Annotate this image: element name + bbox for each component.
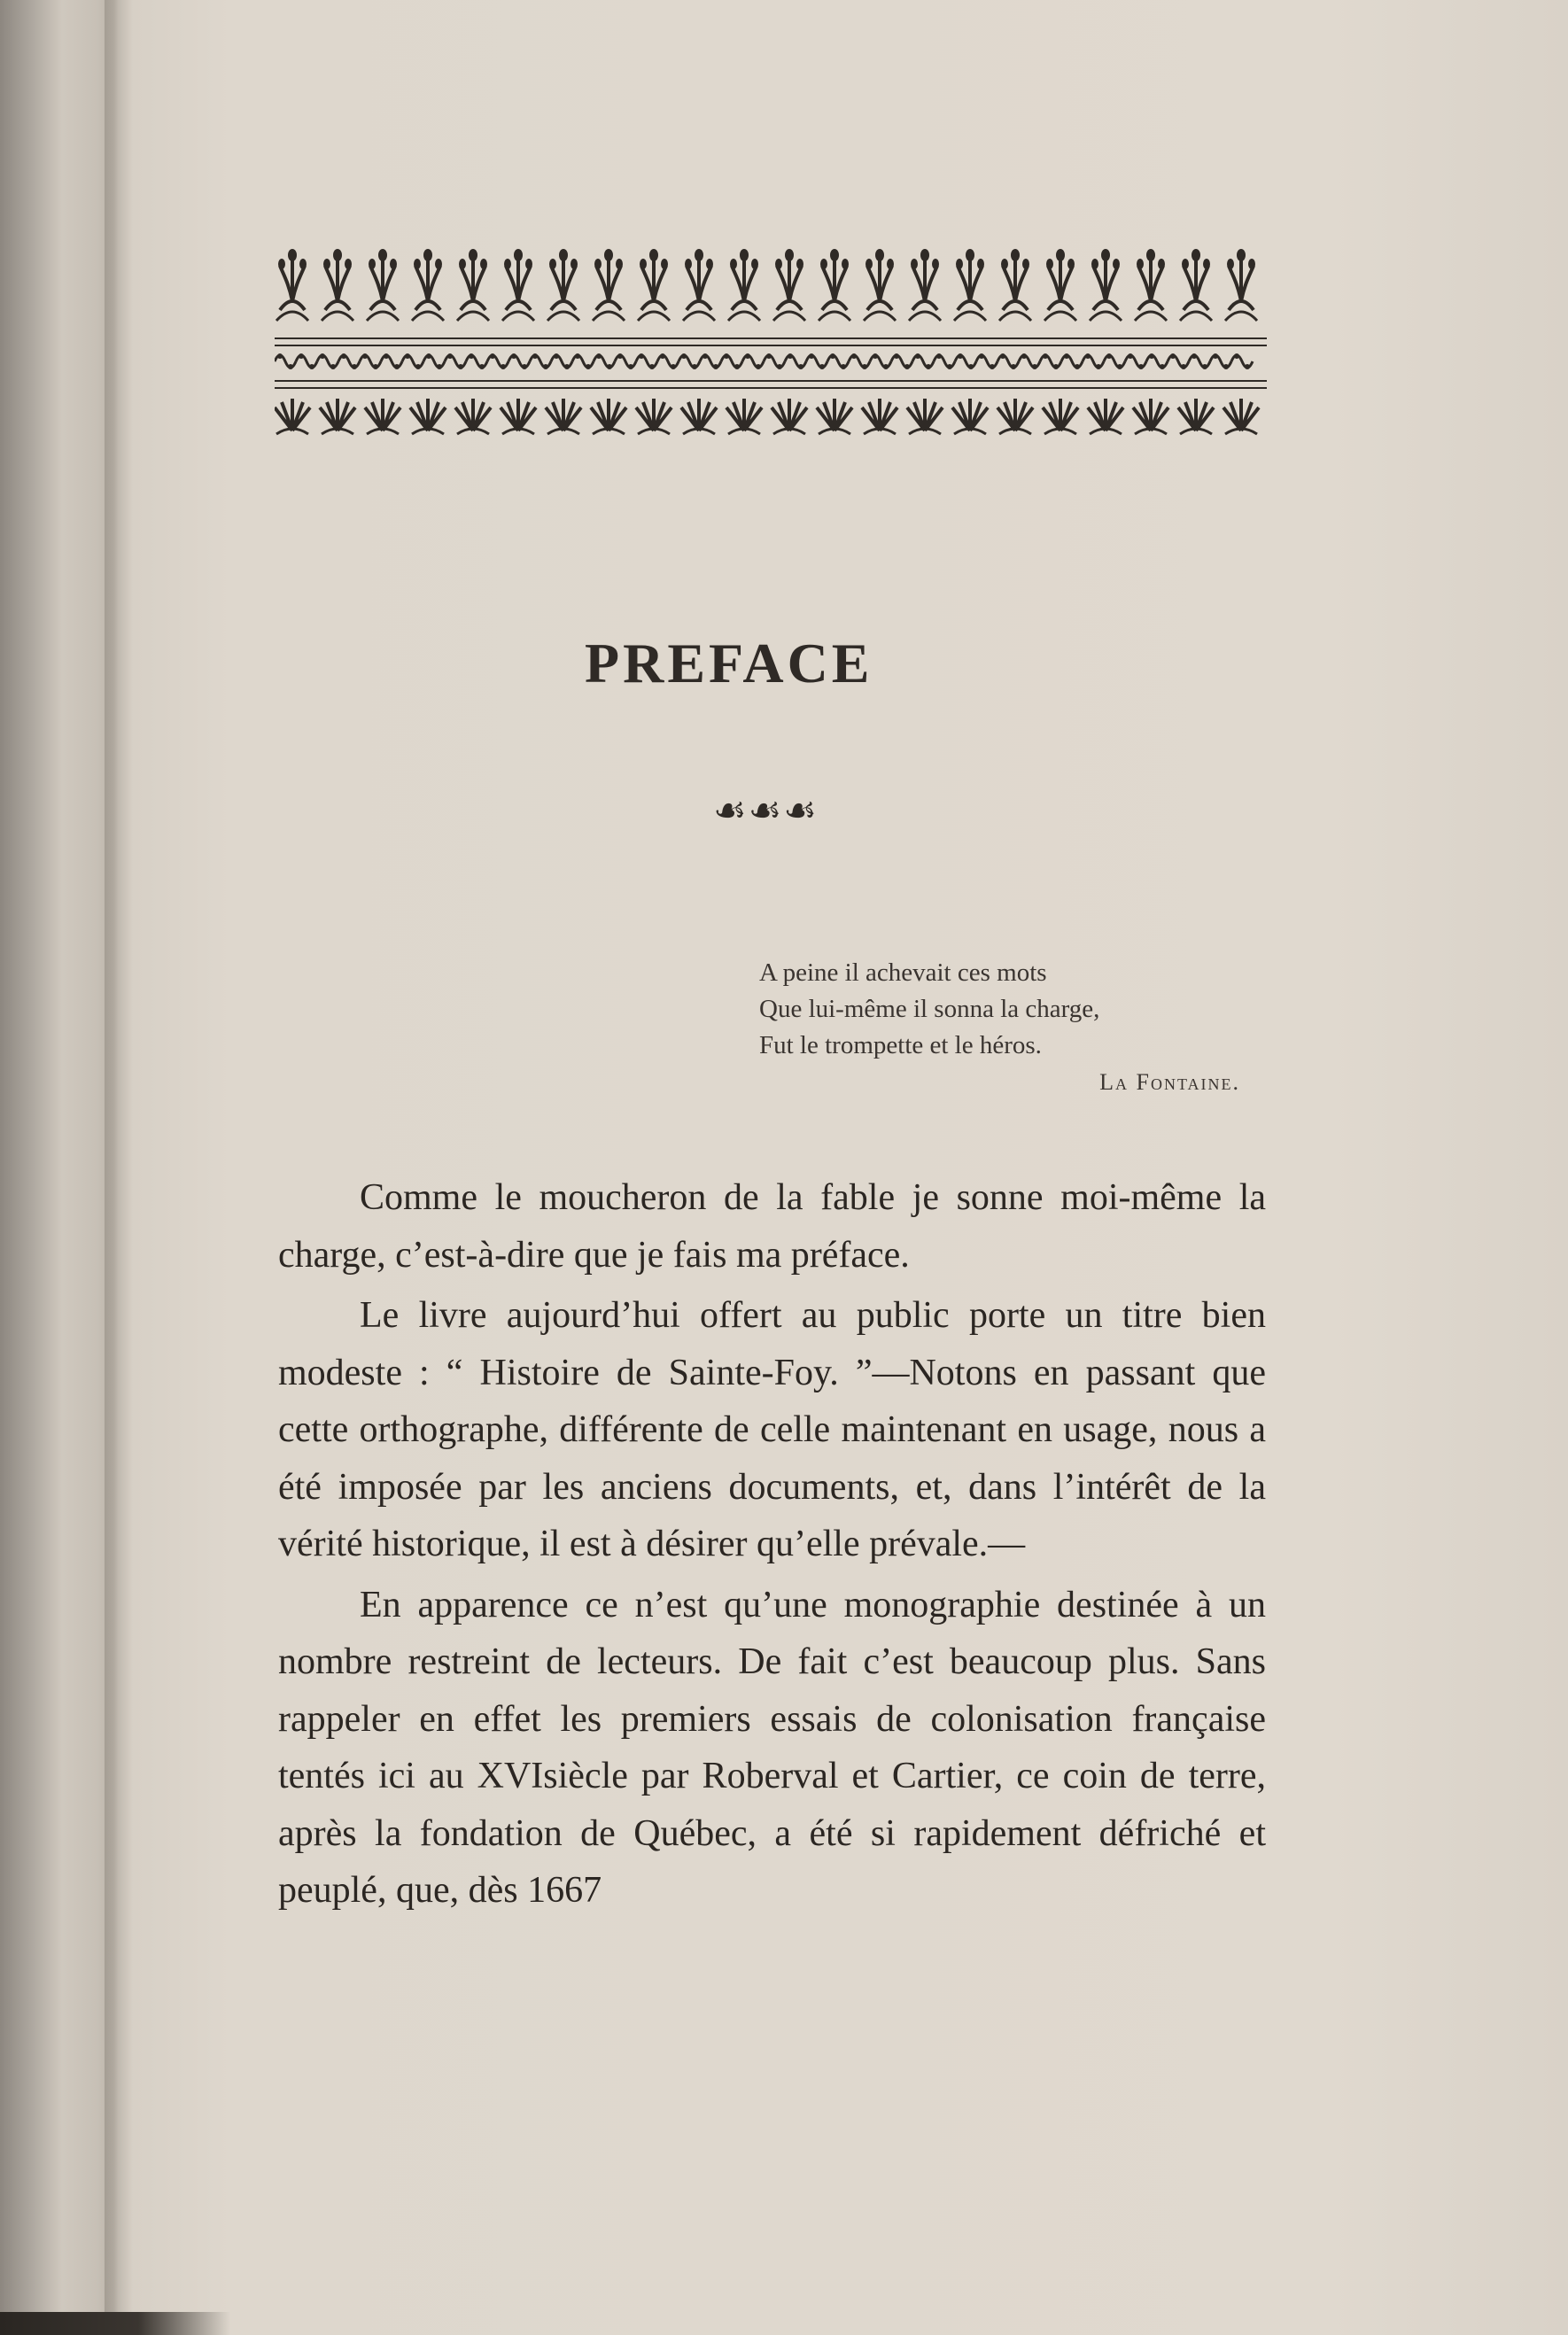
body-text [278, 1169, 1266, 1923]
fleuron-ornament: ☙☙☙ [713, 791, 819, 832]
paragraph: Comme le moucheron de la fable je sonne moi-même la charge, c’est-à-dire que je fais ma préface. [278, 1177, 1266, 1276]
decorative-header-ornament [275, 239, 1267, 452]
gutter-shadow [105, 0, 119, 2335]
epigraph-line: Fut le trompette et le héros. [759, 1031, 1042, 1059]
page-edge-shadow [0, 2312, 230, 2335]
epigraph [759, 955, 1255, 1100]
epigraph-line: A peine il achevait ces mots [759, 958, 1047, 987]
epigraph-author: La Fontaine. [1099, 1069, 1240, 1095]
paragraph: Le livre aujourd’hui offert au public porte un titre bien modeste : “ Histoire de Sainte-Foy. ”—Notons en passant que cette orthographe, différente de celle maintenant en usage, nous a été imposée par les anciens documents, et, dans l’intérêt de la vérité historique, il est à désirer qu’elle prévale.— [278, 1295, 1266, 1564]
epigraph-line: Que lui-même il sonna la charge, [759, 995, 1100, 1023]
paragraph: En apparence ce n’est qu’une monographie destinée à un nombre restreint de lecteurs. De fait c’est beaucoup plus. Sans rappeler en effet les premiers essais de colonisation française tentés ici au XVIsiècle par Roberval et Cartier, ce coin de terre, après la fondation de Québec, a été si rapidement défriché et peuplé, que, dès 1667 [278, 1584, 1266, 1911]
page-title: PREFACE [585, 632, 873, 694]
